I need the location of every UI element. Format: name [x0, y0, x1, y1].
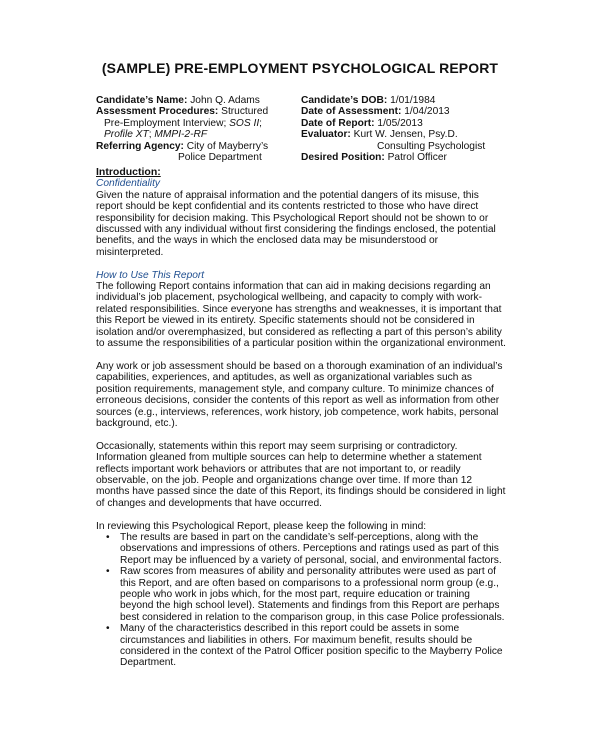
report-body	[96, 167, 506, 669]
candidate-name-value: John Q. Adams	[190, 95, 260, 106]
header-left-column	[96, 95, 296, 163]
report-title: (SAMPLE) PRE-EMPLOYMENT PSYCHOLOGICAL REPORT	[101, 60, 499, 76]
assessment-date-label: Date of Assessment:	[301, 106, 402, 118]
procedures-sep1: ;	[259, 117, 262, 129]
agency-line1: City of Mayberry’s	[186, 140, 269, 152]
spacer	[96, 509, 506, 520]
list-item	[106, 623, 506, 669]
agency-line2: Police Department	[178, 152, 262, 164]
considerations-list	[96, 532, 506, 669]
list-item-text: Raw scores from measures of ability and personality attributes were used as part of this Report, and are often based on comparisons to a professional norm group (e.g., people who work in jobs which, for the most part, require education or training beyond the high school level). Statements and findings from this Report are perhaps best considered in relation to the comparison group, in this case Police professionals.	[120, 566, 505, 623]
report-date-field	[301, 118, 501, 129]
procedures-sos: SOS II	[229, 117, 260, 129]
bullet-icon: •	[106, 531, 110, 543]
agency-field	[96, 141, 296, 152]
report-date-value: 1/05/2013	[377, 117, 423, 129]
confidentiality-paragraph: Given the nature of appraisal information and the potential dangers of its misuse, this report should be kept confidential and its contents restricted to those who have direct responsibility for decision making. This Psychological Report should not be shown to or discussed with any individual without first considering the findings enclosed, the potential benefits, and the ways in which the enclosed data may be misunderstood or misinterpreted.	[96, 189, 496, 258]
candidate-name-field	[96, 95, 296, 106]
confidentiality-heading: Confidentiality	[96, 178, 160, 190]
howto-heading: How to Use This Report	[96, 269, 205, 281]
report-date-label: Date of Report:	[301, 117, 375, 129]
list-item	[106, 566, 506, 623]
dob-label: Candidate’s DOB:	[301, 95, 388, 106]
spacer	[96, 429, 506, 440]
procedures-profile: Profile XT	[104, 129, 149, 141]
introduction-heading: Introduction:	[96, 166, 161, 178]
candidate-name-label: Candidate’s Name:	[96, 95, 188, 106]
dob-value: 1/01/1984	[390, 95, 436, 106]
howto-paragraph-1: The following Report contains information that can aid in making decisions regarding an individual’s job placement, psychological wellbeing, and capacity to comply with work-related responsibilities. Since everyone has strengths and weaknesses, it is important that this Report be viewed in its entirety. Specific statements should not be considered in isolation and/or overemphasized, but considered as reflecting a part of this person’s ability to assume the responsibilities of a particular position within the organizational environment.	[96, 281, 506, 350]
bullet-icon: •	[106, 566, 110, 578]
procedures-interview: Pre-Employment Interview;	[104, 117, 227, 129]
procedures-sep2: ;	[148, 129, 152, 141]
procedures-line3	[96, 129, 296, 140]
dob-field	[301, 95, 501, 106]
howto-paragraph-2: Any work or job assessment should be based on a thorough examination of an individual’s capabilities, experiences, and aptitudes, as well as organizational variables such as position requirements, management style, and company culture. To minimize chances of erroneous decisions, consider the contents of this report as well as information from other sources (e.g., interviews, references, work history, job competence, work habits, personal background, etc.).	[96, 360, 503, 429]
position-value: Patrol Officer	[387, 152, 447, 164]
agency-label: Referring Agency:	[96, 140, 184, 152]
evaluator-label: Evaluator:	[301, 129, 351, 141]
procedures-line1: Structured	[221, 106, 269, 118]
procedures-mmpi: MMPI-2-RF	[154, 129, 208, 141]
spacer	[96, 258, 506, 269]
list-item-text: Many of the characteristics described in this report could be assets in some circumstances and liabilities in others. For maximum benefit, results should be considered in the context of the Patrol Officer position specific to the Mayberry Police Department.	[120, 623, 503, 669]
procedures-label: Assessment Procedures:	[96, 106, 219, 118]
assessment-date-value: 1/04/2013	[404, 106, 450, 118]
spacer	[96, 349, 506, 360]
procedures-line2	[96, 118, 296, 129]
position-label: Desired Position:	[301, 152, 385, 164]
evaluator-line1: Kurt W. Jensen, Psy.D.	[353, 129, 458, 141]
procedures-field	[96, 106, 296, 117]
bullet-icon: •	[106, 623, 110, 635]
evaluator-field	[301, 129, 501, 140]
assessment-date-field	[301, 106, 501, 117]
header-right-column	[301, 95, 501, 163]
evaluator-line2: Consulting Psychologist	[377, 140, 486, 152]
list-item-text: The results are based in part on the candidate’s self-perceptions, along with the observations and impressions of others. Perceptions and ratings used as part of this Report may be influenced by a variety of personal, social, and environmental factors.	[120, 531, 502, 566]
position-field	[301, 152, 501, 163]
howto-paragraph-3: Occasionally, statements within this report may seem surprising or contradictory. Information gleaned from multiple sources can help to determine whether a statement reflects important work behaviors or attributes that are not important to, or readily observable, on the job. People and organizations change over time. If more than 12 months have passed since the date of this Report, its findings should be considered in light of changes and developments that have occurred.	[96, 440, 506, 509]
howto-paragraph-4: In reviewing this Psychological Report, please keep the following in mind:	[96, 520, 427, 532]
list-item	[106, 531, 506, 566]
